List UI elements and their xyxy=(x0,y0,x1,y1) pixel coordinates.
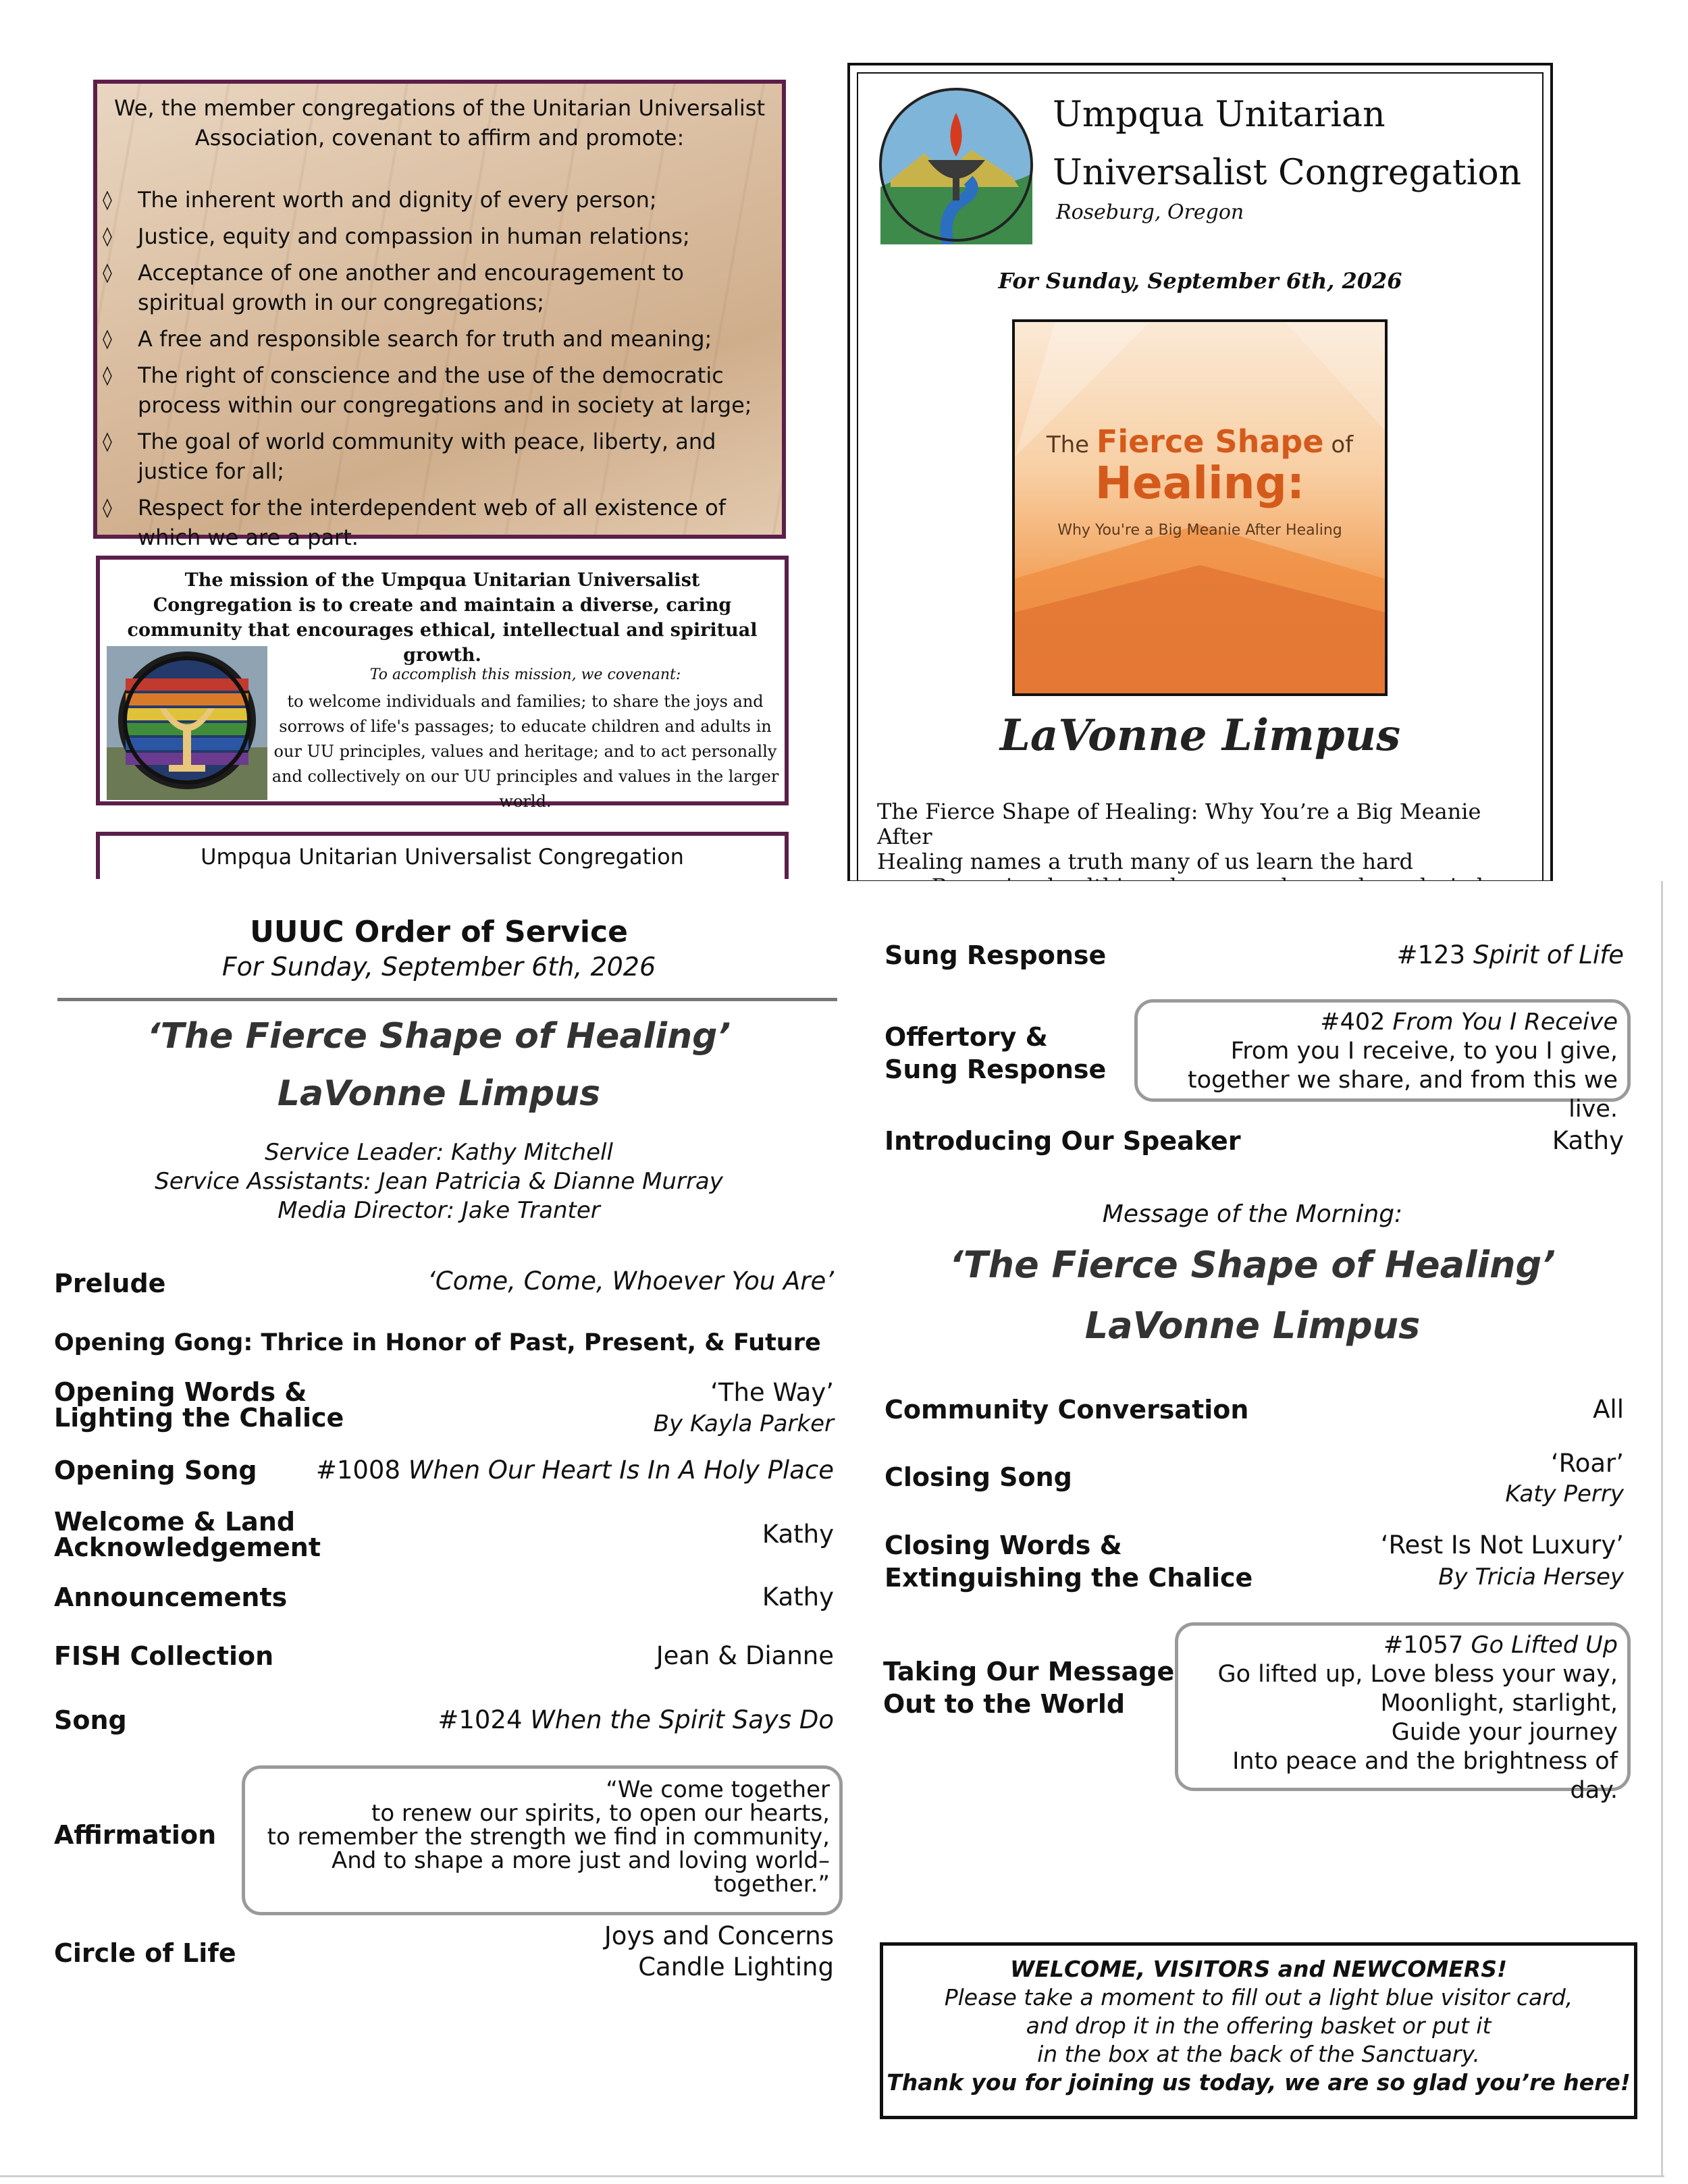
principle-item: ◊ The goal of world community with peace, liberty, and justice for all; xyxy=(103,427,778,486)
principle-item: ◊ Respect for the interdependent web of all existence of which we are a part. xyxy=(103,493,778,552)
principle-item: ◊ The right of conscience and the use of the democratic process within our congregations and in society at large; xyxy=(103,361,778,420)
book-subtitle: Why You're a Big Meanie After Healing xyxy=(1057,522,1342,539)
principle-item: ◊ Acceptance of one another and encouragement to spiritual growth in our congregations; xyxy=(103,258,778,317)
sung-response-value: #123 Spirit of Life xyxy=(1396,940,1624,969)
song-label: Song xyxy=(54,1705,127,1735)
closing-words-author: By Tricia Hersey xyxy=(1438,1564,1624,1591)
welcome-label: Welcome & Land Acknowledgement xyxy=(54,1507,321,1562)
song-value: #1024 When the Spirit Says Do xyxy=(438,1705,834,1734)
covenant-body: to welcome individuals and families; to share the joys and sorrows of life's passages; to educate children and adults in our UU principles, values and heritage; and to act personally and collectively on our UU principles and values in the larger world. xyxy=(271,692,779,811)
affirmation-label: Affirmation xyxy=(54,1820,217,1850)
service-staff: Service Leader: Kathy Mitchell Service Assistants: Jean Patricia & Dianne Murray Media Director: Jake Tranter xyxy=(155,1139,723,1224)
taking-message-text: #1057 Go Lifted Up Go lifted up, Love bless your way, Moonlight, starlight, Guide your journey Into peace and the brightness of day. xyxy=(1217,1632,1618,1804)
offertory-box xyxy=(1134,999,1631,1123)
closing-song-label: Closing Song xyxy=(885,1462,1072,1492)
introducing-speaker-value: Kathy xyxy=(1552,1126,1624,1155)
order-title: UUUC Order of Service xyxy=(250,915,628,949)
principle-item: ◊ Justice, equity and compassion in human relations; xyxy=(103,221,778,251)
book-title-line1: The Fierce Shape of xyxy=(1046,423,1354,460)
message-intro: Message of the Morning: xyxy=(1102,1200,1403,1228)
order-date: For Sunday, September 6th, 2026 xyxy=(221,952,656,982)
closing-words-label: Closing Words & Extinguishing the Chalice xyxy=(885,1530,1253,1593)
closing-song-value: ‘Roar’ xyxy=(1550,1449,1624,1478)
book-title-line2: Healing: xyxy=(1094,457,1305,509)
fish-collection-value: Jean & Dianne xyxy=(656,1641,834,1670)
taking-message-label: Taking Our Message Out to the World xyxy=(883,1657,1175,1719)
congregation-box xyxy=(96,832,789,879)
welcome-visitors-box xyxy=(880,1942,1637,2119)
diamond-bullet-icon: ◊ xyxy=(103,496,112,518)
mission-panel xyxy=(96,556,789,811)
diamond-bullet-icon: ◊ xyxy=(103,327,112,350)
congregation-logo xyxy=(877,86,1036,244)
introducing-speaker-label: Introducing Our Speaker xyxy=(885,1126,1241,1156)
principles-list xyxy=(103,185,778,559)
diamond-bullet-icon: ◊ xyxy=(103,188,112,211)
page-edge-bottom xyxy=(0,2175,1664,2177)
principles-panel xyxy=(93,80,786,550)
cover-date: For Sunday, September 6th, 2026 xyxy=(998,268,1402,294)
diamond-bullet-icon: ◊ xyxy=(103,225,112,247)
covenant-title: To accomplish this mission, we covenant: xyxy=(369,666,681,683)
offertory-text: #402 From You I Receive From you I receive, to you I give, together we share, and from this we live. xyxy=(1187,1009,1618,1123)
announcements-value: Kathy xyxy=(762,1582,834,1612)
taking-message-box xyxy=(1175,1622,1631,1804)
affirmation-text: “We come together to renew our spirits, to open our hearts, to remember the strength we find in community, And to shape a more just and loving world– together.” xyxy=(267,1776,830,1898)
affirmation-box xyxy=(242,1765,843,1915)
message-speaker: LaVonne Limpus xyxy=(1084,1304,1421,1347)
cover-city: Roseburg, Oregon xyxy=(1056,201,1244,224)
principle-item: ◊ A free and responsible search for truth and meaning; xyxy=(103,324,778,354)
rainbow-chalice-window-image xyxy=(107,646,267,800)
header-divider xyxy=(57,998,837,1001)
diamond-bullet-icon: ◊ xyxy=(103,430,112,452)
sermon-title: ‘The Fierce Shape of Healing’ xyxy=(147,1016,731,1057)
prelude-value: ‘Come, Come, Whoever You Are’ xyxy=(427,1267,834,1296)
mission-statement: The mission of the Umpqua Unitarian Universalist Congregation is to create and maintain a diverse, caring community that encourages ethical, intellectual and spiritual growth. xyxy=(127,570,758,666)
circle-of-life-value: Joys and Concerns Candle Lighting xyxy=(604,1921,834,1981)
sermon-speaker: LaVonne Limpus xyxy=(277,1073,601,1114)
community-conversation-value: All xyxy=(1593,1395,1624,1424)
cover-congregation-name: Umpqua Unitarian Universalist Congregation xyxy=(1053,95,1522,193)
fish-collection-label: FISH Collection xyxy=(54,1641,274,1671)
principle-item: ◊ The inherent worth and dignity of every person; xyxy=(103,185,778,215)
opening-song-label: Opening Song xyxy=(54,1456,257,1485)
diamond-bullet-icon: ◊ xyxy=(103,364,112,386)
congregation-box-title: Umpqua Unitarian Universalist Congregation xyxy=(201,844,684,870)
opening-song-value: #1008 When Our Heart Is In A Holy Place xyxy=(315,1456,834,1485)
announcements-label: Announcements xyxy=(54,1582,288,1612)
opening-words-label: Opening Words & Lighting the Chalice xyxy=(54,1377,344,1433)
welcome-visitors-text: WELCOME, VISITORS and NEWCOMERS! Please take a moment to fill out a light blue visitor card, and drop it in the offering basket or put it in the box at the back of the Sanctuary. Thank you for joining us today, we are so glad you’re here! xyxy=(887,1956,1631,2096)
welcome-value: Kathy xyxy=(762,1520,834,1549)
page-edge-right xyxy=(1661,881,1663,2177)
message-title: ‘The Fierce Shape of Healing’ xyxy=(949,1244,1556,1286)
circle-of-life-label: Circle of Life xyxy=(54,1938,236,1968)
prelude-label: Prelude xyxy=(54,1269,166,1298)
closing-song-artist: Katy Perry xyxy=(1505,1481,1624,1508)
principles-intro: We, the member congregations of the Unitarian Universalist Association, covenant to affirm and promote: xyxy=(113,95,766,151)
community-conversation-label: Community Conversation xyxy=(885,1395,1249,1424)
bulletin-cover xyxy=(847,63,1553,883)
sung-response-label: Sung Response xyxy=(885,940,1107,970)
cover-blurb: The Fierce Shape of Healing: Why You’re a Big Meanie After Healing names a truth many of us learn the hard xyxy=(877,799,1481,874)
book-cover-image xyxy=(1012,319,1388,696)
opening-gong-label: Opening Gong: Thrice in Honor of Past, Present, & Future xyxy=(54,1329,821,1356)
opening-words-author: By Kayla Parker xyxy=(653,1410,834,1437)
opening-words-value: ‘The Way’ xyxy=(710,1378,834,1407)
offertory-label: Offertory & Sung Response xyxy=(885,1022,1107,1084)
diamond-bullet-icon: ◊ xyxy=(103,261,112,284)
closing-words-value: ‘Rest Is Not Luxury’ xyxy=(1380,1530,1624,1560)
cover-speaker: LaVonne Limpus xyxy=(999,710,1401,761)
